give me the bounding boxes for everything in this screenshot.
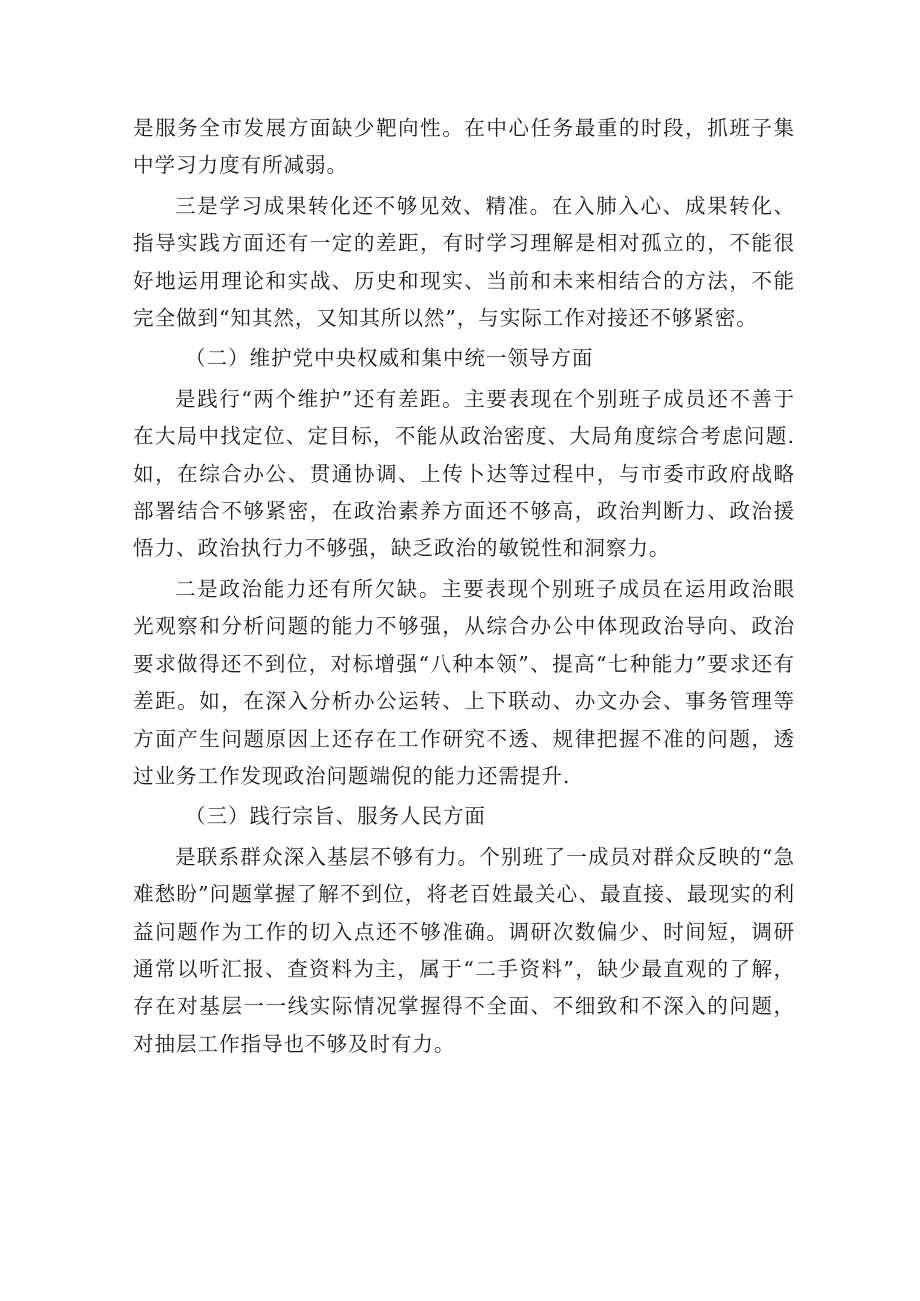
section-heading-3: （三）践行宗旨、服务人民方面: [185, 804, 486, 829]
section-heading-2: （二）维护党中央权威和集中统一领导方面: [185, 346, 594, 371]
paragraph-mass-contact: 是联系群众深入基层不够有力。个别班了一成员对群众反映的“急难愁盼”问题掌握了解不到位，将老百姓最关心、最直接、最现实的利益问题作为工作的切入点还不够准确。调研次数偏少、时间短，调研通常以听汇报、查资料为主，属于“二手资料”，缺少最直观的了解，存在对基层一一线实际情况掌握得不全面、不细致和不深入的问题，对抽层工作指导也不够及时有力。: [133, 844, 795, 1056]
paragraph-learning-results: 三是学习成果转化还不够见效、精准。在入肺入心、成果转化、指导实践方面还有一定的差距，有时学习理解是相对孤立的，不能很好地运用理论和实战、历史和现实、当前和未来相结合的方法，不能完全做到“知其然，又知其所以然”，与实际工作对接还不够紧密。: [133, 193, 795, 331]
paragraph-two-safeguards: 是践行“两个维护”还有差距。主要表现在个别班子成员还不善于在大局中找定位、定目标，不能从政治密度、大局角度综合考虑问题.如，在综合办公、贯通协调、上传卜达等过程中，与市委市政府战略部署结合不够紧密，在政治素养方面还不够高，政治判断力、政治援悟力、政治执行力不够强，缺乏政治的敏锐性和洞察力。: [133, 386, 795, 561]
paragraph-continuation: 是服务全市发展方面缺少靶向性。在中心任务最重的时段，抓班子集中学习力度有所减弱。: [133, 116, 795, 178]
paragraph-political-ability: 二是政治能力还有所欠缺。主要表现个别班子成员在运用政治眼光观察和分析问题的能力不够强，从综合办公中体现政治导向、政治要求做得还不到位，对标增强“八种本领”、提高“七种能力”要求还有差距。如，在深入分析办公运转、上下联动、办文办会、事务管理等方面产生问题原因上还存在工作研究不透、规律把握不准的问题，透过业务工作发现政治问题端倪的能力还需提升.: [133, 576, 795, 788]
document-body: [133, 110, 795, 1066]
